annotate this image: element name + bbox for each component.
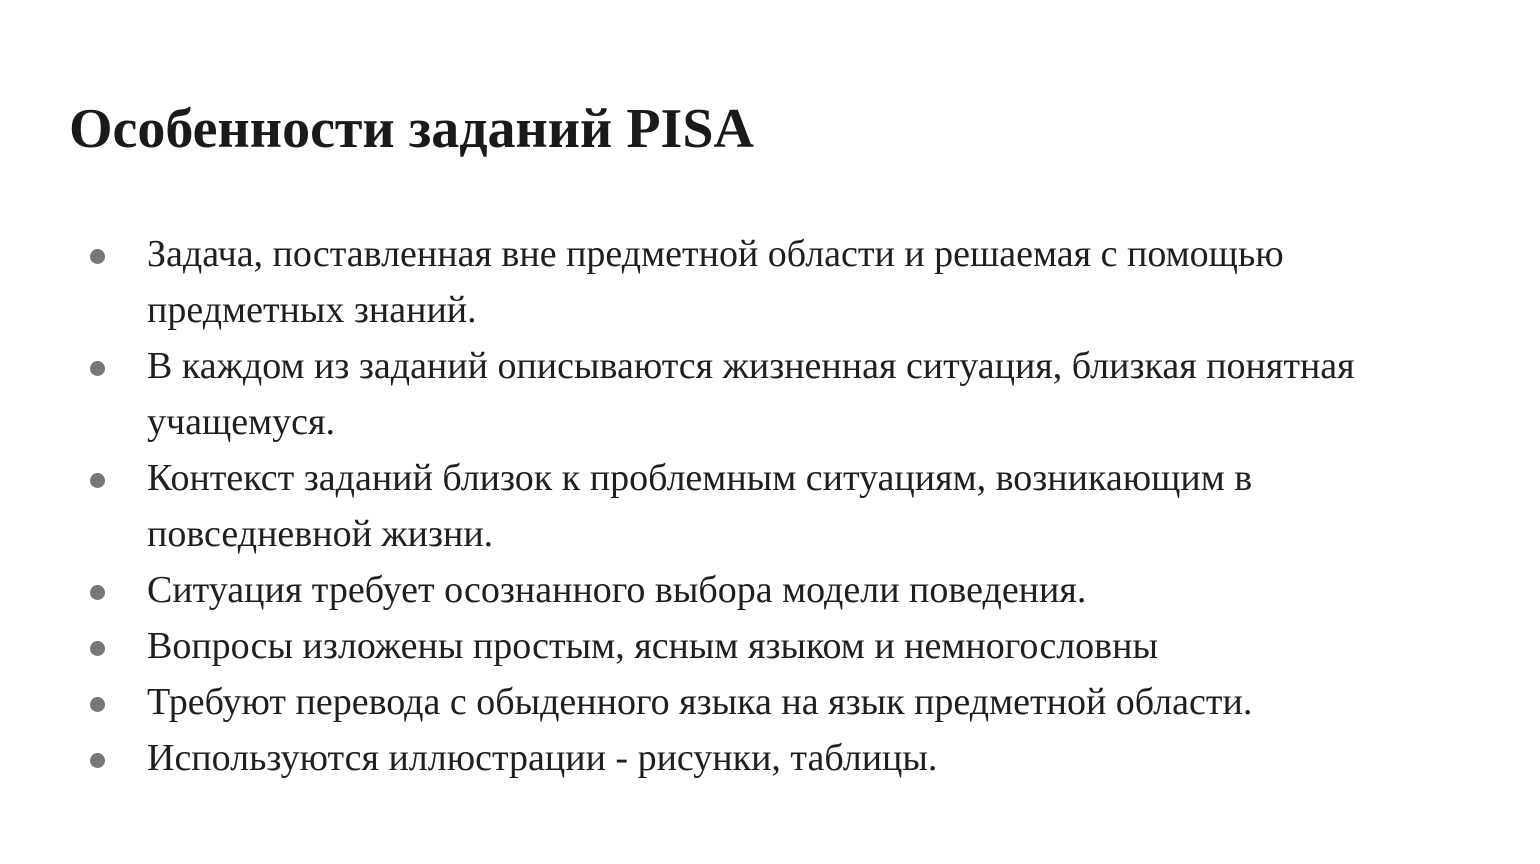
bullet-item	[86, 226, 1486, 338]
bullet-item	[86, 450, 1486, 562]
bullet-text: Требуют перевода с обыденного языка на язык предметной области.	[147, 681, 1253, 723]
bullet-item	[86, 562, 1486, 618]
bullet-text: В каждом из заданий описываются жизненная ситуация, близкая понятная учащемуся.	[147, 345, 1355, 443]
bullet-list	[86, 226, 1486, 786]
bullet-text: Вопросы изложены простым, ясным языком и немногословны	[147, 625, 1158, 667]
bullet-item	[86, 618, 1486, 674]
bullet-text: Ситуация требует осознанного выбора модели поведения.	[147, 569, 1087, 611]
bullet-item	[86, 338, 1486, 450]
bullet-item	[86, 674, 1486, 730]
bullet-dot-icon	[90, 249, 105, 264]
bullet-dot-icon	[90, 473, 105, 488]
bullet-dot-icon	[90, 361, 105, 376]
bullet-dot-icon	[90, 697, 105, 712]
bullet-text: Используются иллюстрации - рисунки, таблицы.	[147, 737, 938, 779]
bullet-dot-icon	[90, 585, 105, 600]
bullet-dot-icon	[90, 641, 105, 656]
bullet-text: Контекст заданий близок к проблемным ситуациям, возникающим в повседневной жизни.	[147, 457, 1253, 555]
bullet-dot-icon	[90, 753, 105, 768]
bullet-text: Задача, поставленная вне предметной области и решаемая с помощью предметных знаний.	[147, 233, 1284, 331]
slide-title: Особенности заданий PISA	[69, 98, 754, 160]
bullet-item	[86, 730, 1486, 786]
